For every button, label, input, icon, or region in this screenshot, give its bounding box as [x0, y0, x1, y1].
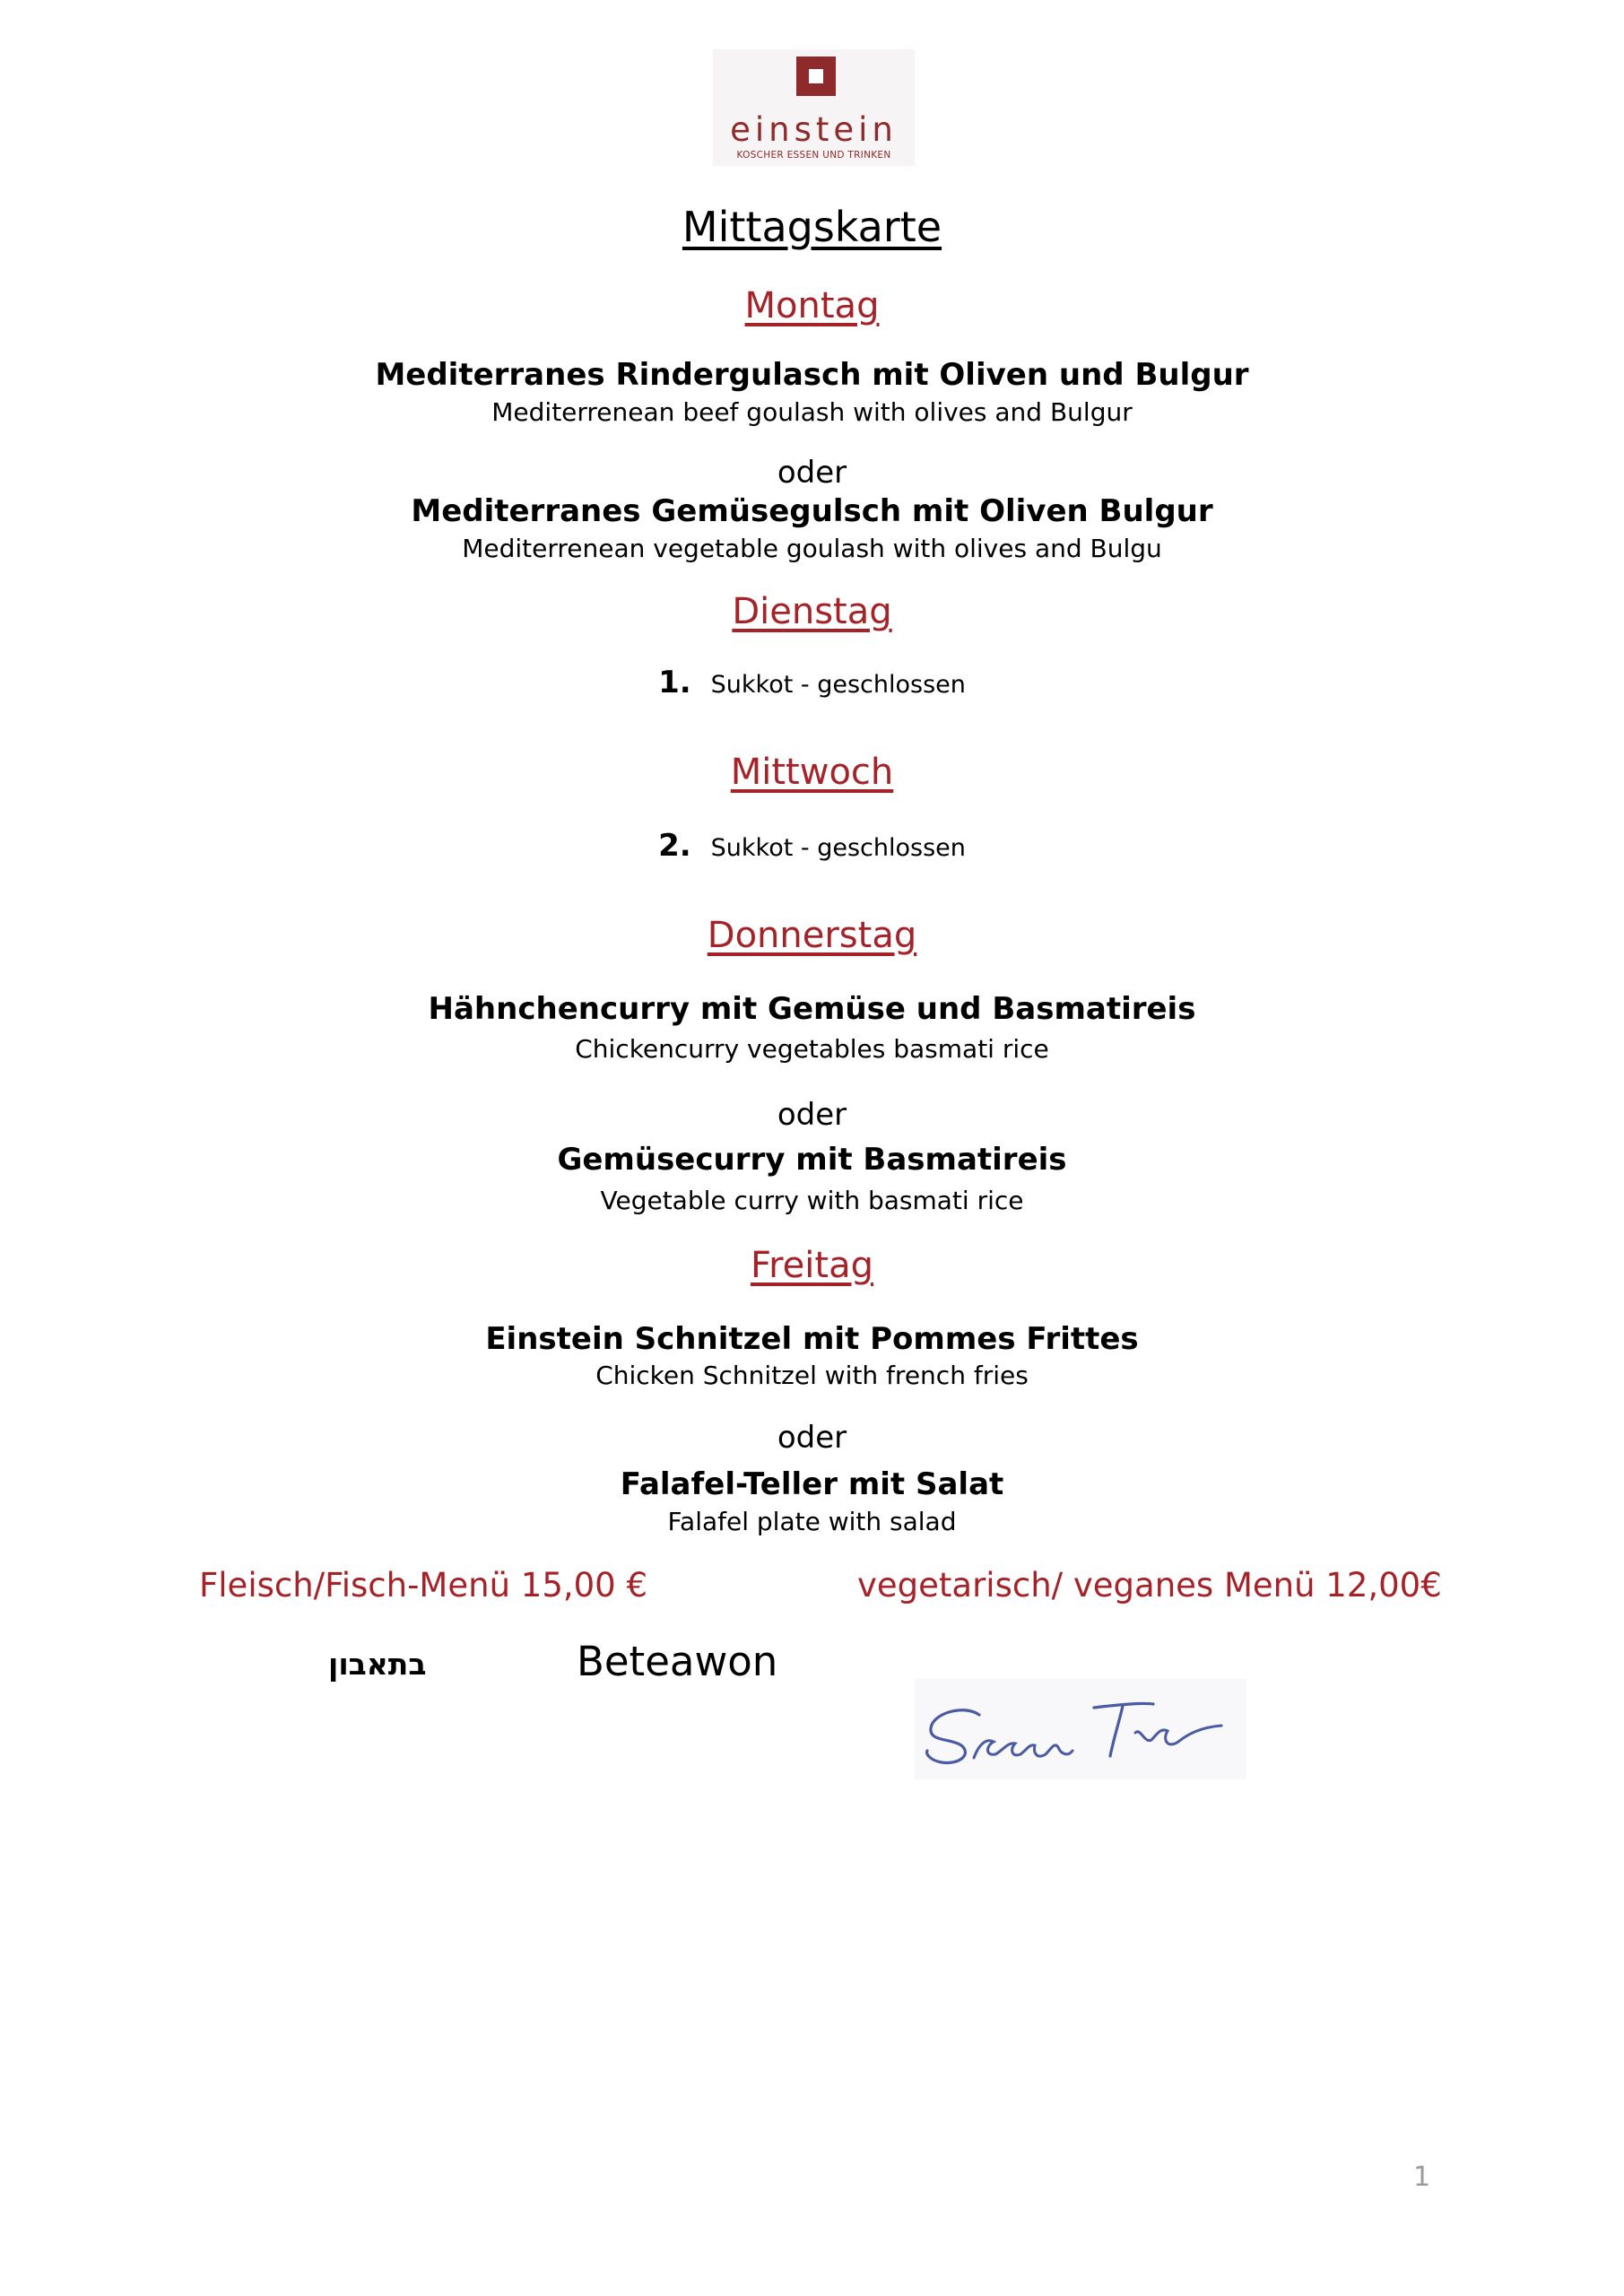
- montag-oder: oder: [777, 455, 847, 491]
- day-heading-montag: Montag: [744, 285, 880, 326]
- freitag-dish-1: Einstein Schnitzel mit Pommes Frittes: [485, 1321, 1139, 1357]
- logo-name: einstein: [730, 110, 898, 149]
- signature-icon: [915, 1679, 1246, 1779]
- page-title: Mittagskarte: [682, 203, 942, 251]
- donnerstag-dish-1: Hähnchencurry mit Gemüse und Basmatireis: [428, 991, 1196, 1027]
- donnerstag-dish-1-translation: Chickencurry vegetables basmati rice: [575, 1034, 1049, 1064]
- restaurant-logo: [713, 49, 915, 166]
- montag-dish-1-translation: Mediterrenean beef goulash with olives and Bulgur: [491, 397, 1133, 427]
- mittwoch-number: 2.: [658, 828, 691, 864]
- freitag-dish-1-translation: Chicken Schnitzel with french fries: [595, 1361, 1029, 1390]
- freitag-dish-2: Falafel-Teller mit Salat: [620, 1466, 1004, 1502]
- dienstag-closed-text: Sukkot - geschlossen: [710, 671, 966, 699]
- mittwoch-closed-text: Sukkot - geschlossen: [710, 834, 966, 862]
- day-heading-donnerstag: Donnerstag: [707, 915, 917, 956]
- signature: [915, 1679, 1246, 1779]
- montag-dish-1: Mediterranes Rindergulasch mit Oliven und Bulgur: [375, 357, 1249, 393]
- greeting-latin: Beteawon: [577, 1638, 778, 1685]
- dienstag-closed: [0, 665, 1624, 700]
- montag-dish-2: Mediterranes Gemüsegulsch mit Oliven Bulgur: [411, 493, 1213, 529]
- page-number: 1: [1413, 2161, 1431, 2193]
- greeting-hebrew: בתאבון: [328, 1647, 427, 1682]
- day-heading-dienstag: Dienstag: [732, 591, 892, 632]
- donnerstag-dish-2-translation: Vegetable curry with basmati rice: [600, 1186, 1024, 1215]
- mittwoch-closed: [0, 828, 1624, 864]
- price-vegetarian-menu: vegetarisch/ veganes Menü 12,00€: [857, 1566, 1442, 1605]
- price-meat-menu: Fleisch/Fisch-Menü 15,00 €: [199, 1566, 648, 1605]
- dienstag-number: 1.: [658, 665, 691, 700]
- donnerstag-dish-2: Gemüsecurry mit Basmatireis: [557, 1142, 1067, 1178]
- freitag-oder: oder: [777, 1420, 847, 1456]
- donnerstag-oder: oder: [777, 1097, 847, 1133]
- logo-square-icon: [796, 57, 836, 96]
- freitag-dish-2-translation: Falafel plate with salad: [667, 1507, 957, 1536]
- logo-tagline: KOSCHER ESSEN UND TRINKEN: [736, 150, 891, 161]
- day-heading-mittwoch: Mittwoch: [730, 752, 894, 793]
- montag-dish-2-translation: Mediterrenean vegetable goulash with olives and Bulgu: [462, 534, 1162, 563]
- day-heading-freitag: Freitag: [751, 1245, 873, 1286]
